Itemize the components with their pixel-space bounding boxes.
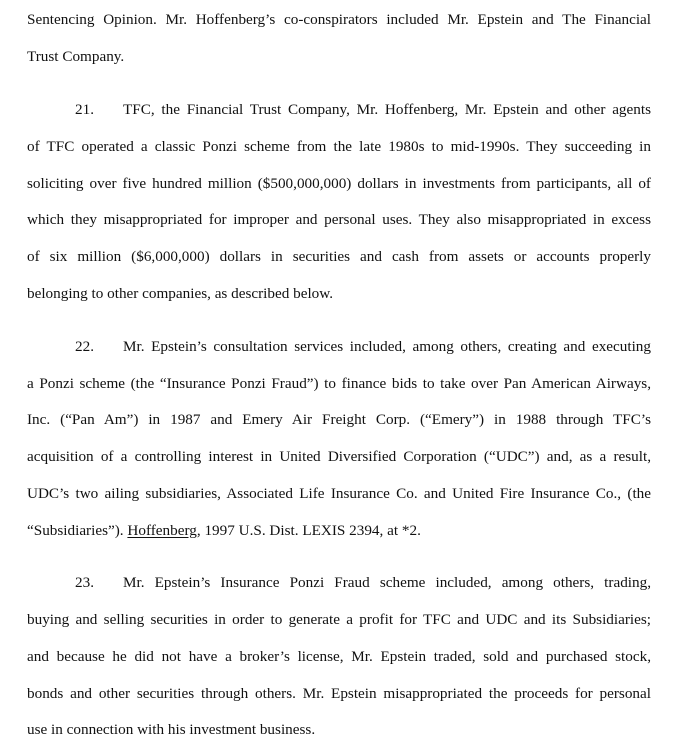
- citation-line: [27, 520, 651, 542]
- text-line: Mr. Epstein’s consultation services included, among others, creating and executing: [123, 338, 651, 355]
- text-line: Mr. Epstein’s Insurance Ponzi Fraud scheme included, among others, trading,: [123, 574, 651, 591]
- text-line: soliciting over five hundred million ($500,000,000) dollars in investments from participants, all of: [27, 175, 651, 192]
- text-line: a Ponzi scheme (the “Insurance Ponzi Fraud”) to finance bids to take over Pan American Airways,: [27, 375, 651, 392]
- paragraph-number: 23.: [75, 574, 94, 591]
- paragraph-number: 21.: [75, 101, 94, 118]
- text-line: acquisition of a controlling interest in United Diversified Corporation (“UDC”) and, as a result,: [27, 448, 651, 465]
- paragraph-21-first-line: [75, 99, 651, 121]
- text-fragment: , 1997 U.S. Dist. LEXIS 2394, at *2.: [196, 522, 421, 539]
- text-line: use in connection with his investment business.: [27, 721, 316, 738]
- text-line: buying and selling securities in order to generate a profit for TFC and UDC and its Subsidiaries;: [27, 611, 651, 628]
- paragraph-23-first-line: [75, 572, 651, 594]
- text-line: TFC, the Financial Trust Company, Mr. Hoffenberg, Mr. Epstein and other agents: [123, 101, 651, 118]
- paragraph-number: 22.: [75, 338, 94, 355]
- text-line: UDC’s two ailing subsidiaries, Associated Life Insurance Co. and United Fire Insurance Co., (the: [27, 485, 651, 502]
- text-line: Inc. (“Pan Am”) in 1987 and Emery Air Freight Corp. (“Emery”) in 1988 through TFC’s: [27, 411, 651, 428]
- text-line: of six million ($6,000,000) dollars in securities and cash from assets or accounts properly: [27, 248, 651, 265]
- text-line: Sentencing Opinion. Mr. Hoffenberg’s co-conspirators included Mr. Epstein and The Financial: [27, 11, 651, 28]
- text-line: belonging to other companies, as described below.: [27, 285, 334, 302]
- text-line: which they misappropriated for improper and personal uses. They also misappropriated in excess: [27, 211, 651, 228]
- text-line: bonds and other securities through others. Mr. Epstein misappropriated the proceeds for personal: [27, 685, 651, 702]
- text-line: Trust Company.: [27, 48, 125, 65]
- case-citation: Hoffenberg: [127, 522, 197, 539]
- text-fragment: “Subsidiaries”).: [27, 522, 128, 539]
- text-line: and because he did not have a broker’s license, Mr. Epstein traded, sold and purchased stock,: [27, 648, 651, 665]
- text-line: of TFC operated a classic Ponzi scheme from the late 1980s to mid-1990s. They succeeding in: [27, 138, 651, 155]
- paragraph-22-first-line: [75, 336, 651, 358]
